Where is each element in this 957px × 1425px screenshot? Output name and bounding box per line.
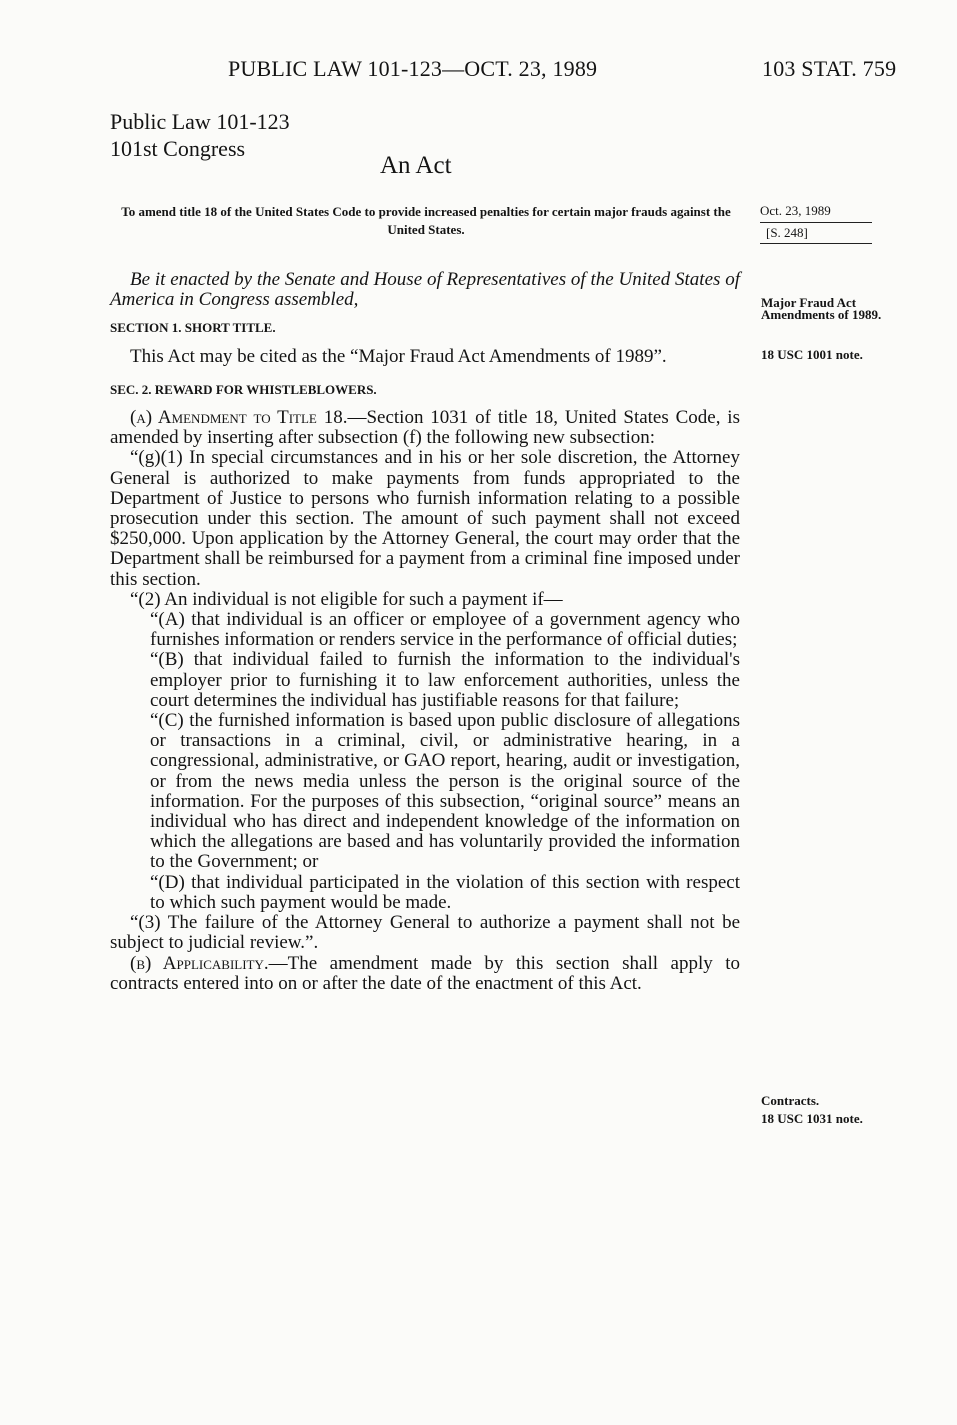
subsection-a — [110, 408, 740, 448]
subsection-b — [110, 954, 740, 994]
clause-g2d: “(D) that individual participated in the violation of this section with respect to which such payment would be made. — [150, 871, 740, 913]
paragraph-g2: “(2) An individual is not eligible for such a payment if— — [130, 588, 563, 610]
paragraph-g3: “(3) The failure of the Attorney General to authorize a payment shall not be subject to judicial review.”. — [110, 912, 740, 954]
approval-date: Oct. 23, 1989 — [760, 201, 872, 223]
subsection-a-label: (a) Amendment to Title 18. — [130, 407, 348, 429]
margin-note-contracts: Contracts. — [761, 1093, 820, 1108]
subsection-a-text: —Section 1031 of title 18, United States Code, is amended by inserting after subsection (f) the following new subsection: — [110, 407, 740, 449]
running-head-left: PUBLIC LAW 101-123—OCT. 23, 1989 — [228, 56, 598, 81]
margin-note-usc-1001: 18 USC 1001 note. — [761, 347, 863, 362]
law-identifier — [110, 108, 290, 162]
bill-number: [S. 248] — [760, 223, 872, 244]
margin-note-short-title: Major Fraud Act Amendments of 1989. — [761, 295, 882, 322]
law-body — [110, 270, 740, 994]
congress-number: 101st Congress — [110, 136, 246, 161]
running-head-page: 103 STAT. 759 — [762, 56, 897, 81]
subsection-b-text: —The amendment made by this section shall apply to contracts entered into on or after the date of the enactment of this Act. — [110, 952, 740, 994]
margin-note-usc-1031: 18 USC 1031 note. — [761, 1111, 863, 1126]
paragraph-g1: “(g)(1) In special circumstances and in his or her sole discretion, the Attorney General is authorized to make payments from funds appropriated to the Department of Justice to persons who furnish information relating to a possible prosecution under this section. The amount of such payment shall not exceed $250,000. Upon application by the Attorney General, the court may order that the Department shall be reimbursed for a payment from a criminal fine imposed under this section. — [110, 447, 740, 590]
clause-g2c: “(C) the furnished information is based upon public disclosure of allegations or transactions in a criminal, civil, or administrative hearing, in a congressional, administrative, or GAO report, hearing, audit or investigation, or from the news media unless the person is the original source of the information. For the purposes of this subsection, “original source” means an individual who has direct and independent knowledge of the information on which the allegations are based and has voluntarily provided the information to the Government; or — [150, 710, 740, 873]
enacting-clause: Be it enacted by the Senate and House of Representatives of the United States of America in Congress assembled, — [110, 269, 740, 311]
long-title: To amend title 18 of the United States Code to provide increased penalties for certain major frauds against the United States. — [121, 204, 731, 237]
section-1-heading: SECTION 1. SHORT TITLE. — [110, 320, 276, 336]
act-heading: An Act — [380, 152, 452, 179]
approval-box — [760, 201, 872, 244]
section-2-heading: SEC. 2. REWARD FOR WHISTLEBLOWERS. — [110, 381, 377, 397]
clause-g2a: “(A) that individual is an officer or employee of a government agency who furnishes information or renders service in the performance of official duties; — [150, 609, 740, 651]
public-law-number: Public Law 101-123 — [110, 109, 290, 134]
section-1-text: This Act may be cited as the “Major Fraud Act Amendments of 1989”. — [130, 345, 667, 367]
subsection-b-label: (b) Applicability. — [130, 952, 269, 974]
clause-g2b: “(B) that individual failed to furnish the information to the individual's employer prior to furnishing it to law enforcement authorities, unless the court determines the individual has justifiable reasons for that failure; — [150, 649, 740, 711]
